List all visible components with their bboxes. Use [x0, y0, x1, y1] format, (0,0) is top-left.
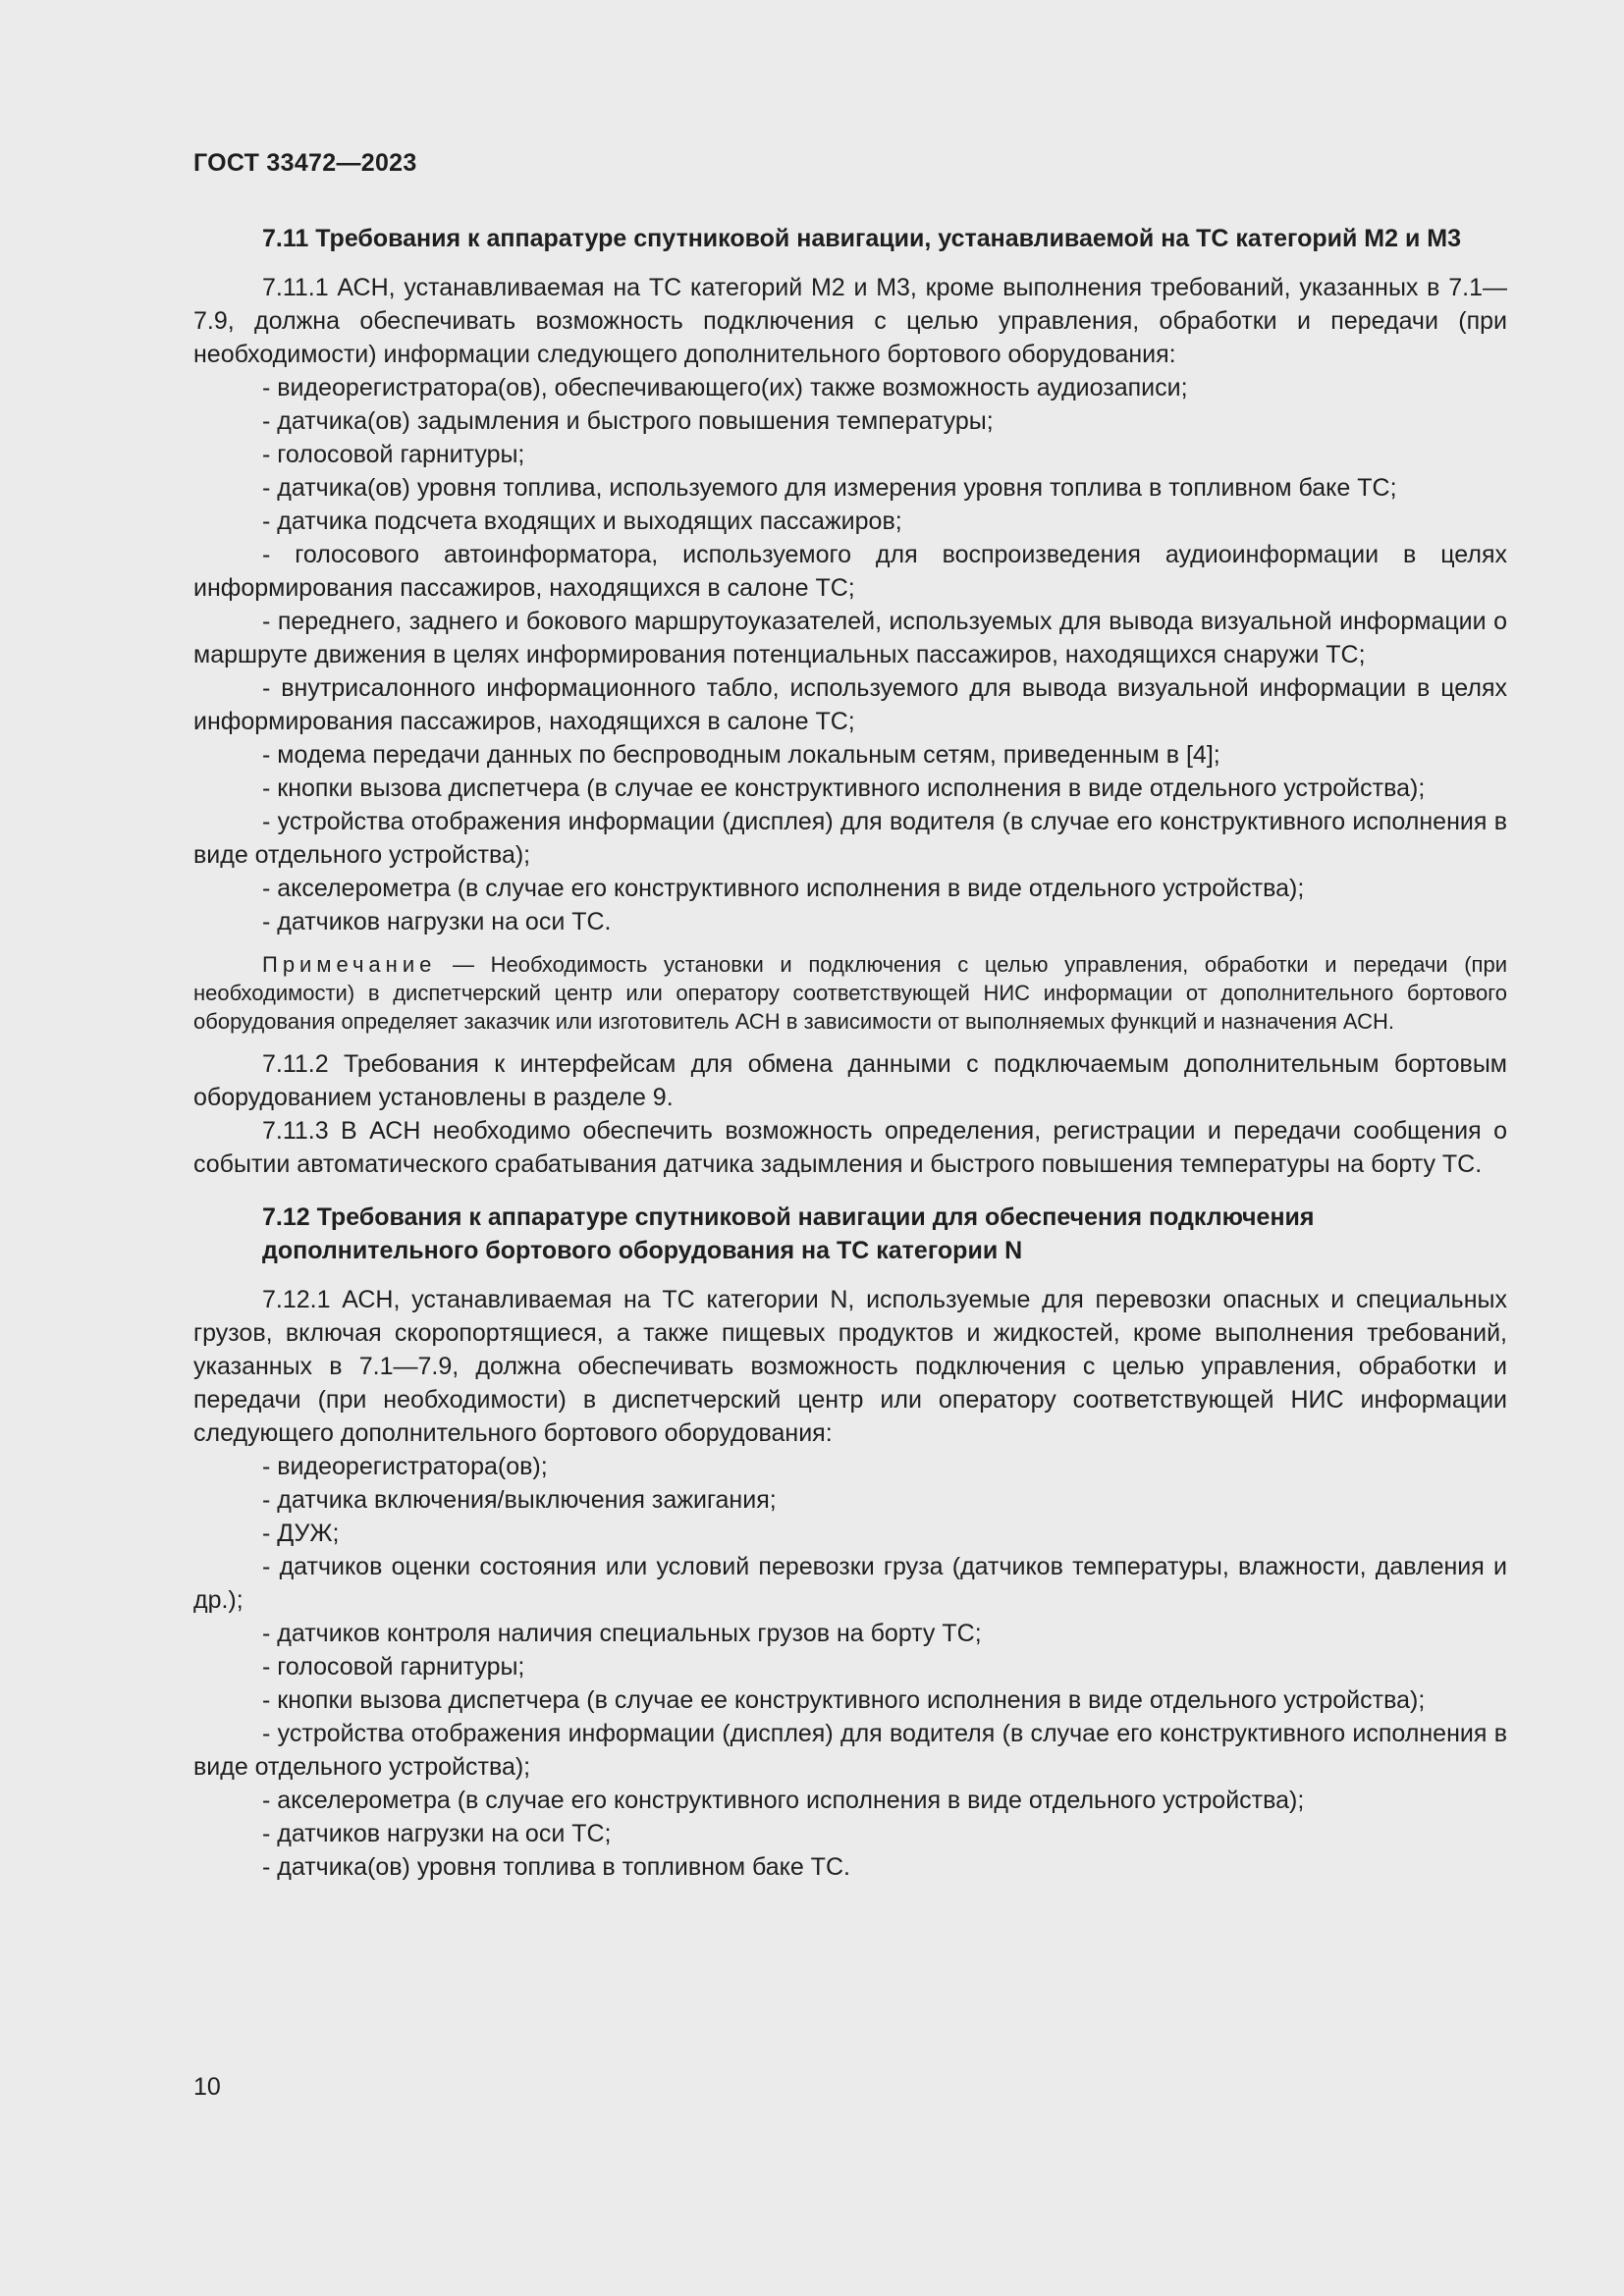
list-item: - датчиков нагрузки на оси ТС. — [262, 908, 612, 935]
list-item: - видеорегистратора(ов), обеспечивающего(их) также возможность аудиозаписи; — [262, 374, 1188, 401]
list-item: - устройства отображения информации (дисплея) для водителя (в случае его конструктивного исполнения в виде отдельного устройства); — [193, 1720, 1507, 1781]
paragraph-7-11-1: 7.11.1 АСН, устанавливаемая на ТС категорий М2 и М3, кроме выполнения требований, указанных в 7.1—7.9, должна обеспечивать возможность подключения с целью управления, обработки и передачи (при необходимости) информации следующего дополнительного бортового оборудования: — [193, 274, 1507, 368]
section-7-11-title: 7.11 Требования к аппаратуре спутниковой навигации, устанавливаемой на ТС категорий М2 и М3 — [262, 225, 1462, 252]
list-item: - видеорегистратора(ов); — [262, 1453, 548, 1480]
note-label: Примечание — [262, 952, 437, 977]
document-header: ГОСТ 33472—2023 — [193, 149, 417, 177]
list-item: - датчиков нагрузки на оси ТС; — [262, 1820, 612, 1847]
list-item: - голосовой гарнитуры; — [262, 1653, 525, 1681]
page-number: 10 — [193, 2073, 221, 2101]
list-item: - ДУЖ; — [262, 1520, 340, 1547]
list-item: - внутрисалонного информационного табло, используемого для вывода визуальной информации в целях информирования пассажиров, находящихся в салоне ТС; — [193, 674, 1507, 735]
list-item: - кнопки вызова диспетчера (в случае ее конструктивного исполнения в виде отдельного устройства); — [262, 774, 1426, 802]
list-item: - модема передачи данных по беспроводным локальным сетям, приведенным в [4]; — [262, 741, 1220, 769]
list-item: - датчика(ов) задымления и быстрого повышения температуры; — [262, 407, 994, 435]
note-block — [193, 950, 1507, 1036]
paragraph-7-11-2: 7.11.2 Требования к интерфейсам для обмена данными с подключаемым дополнительным бортовым оборудованием установлены в разделе 9. — [193, 1050, 1507, 1111]
paragraph-7-11-3: 7.11.3 В АСН необходимо обеспечить возможность определения, регистрации и передачи сообщения о событии автоматического срабатывания датчика задымления и быстрого повышения температуры на борту ТС. — [193, 1117, 1507, 1178]
list-item: - акселерометра (в случае его конструктивного исполнения в виде отдельного устройства); — [262, 875, 1305, 902]
list-item: - датчика подсчета входящих и выходящих пассажиров; — [262, 507, 902, 535]
list-item: - датчика включения/выключения зажигания; — [262, 1486, 777, 1514]
list-item: - датчика(ов) уровня топлива в топливном баке ТС. — [262, 1853, 850, 1881]
list-item: - устройства отображения информации (дисплея) для водителя (в случае его конструктивного исполнения в виде отдельного устройства); — [193, 808, 1507, 869]
note-text: — Необходимость установки и подключения с целью управления, обработки и передачи (при необходимости) в диспетчерский центр или оператору соответствующей НИС информации от дополнительного бортового оборудования определяет заказчик или изготовитель АСН в зависимости от выполняемых функций и назначения АСН. — [193, 952, 1507, 1034]
list-item: - голосовой гарнитуры; — [262, 441, 525, 468]
list-item: - переднего, заднего и бокового маршрутоуказателей, используемых для вывода визуальной информации о маршруте движения в целях информирования потенциальных пассажиров, находящихся снаружи ТС; — [193, 608, 1507, 668]
list-item: - кнопки вызова диспетчера (в случае ее конструктивного исполнения в виде отдельного устройства); — [262, 1686, 1426, 1714]
list-item: - голосового автоинформатора, используемого для воспроизведения аудиоинформации в целях информирования пассажиров, находящихся в салоне ТС; — [193, 541, 1507, 602]
paragraph-7-12-1: 7.12.1 АСН, устанавливаемая на ТС категории N, используемые для перевозки опасных и специальных грузов, включая скоропортящиеся, а также пищевых продуктов и жидкостей, кроме выполнения требований, указанных в 7.1—7.9, должна обеспечивать возможность подключения с целью управления, обработки и передачи (при необходимости) в диспетчерский центр или оператору соответствующей НИС информации следующего дополнительного бортового оборудования: — [193, 1286, 1507, 1447]
list-item: - датчика(ов) уровня топлива, используемого для измерения уровня топлива в топливном баке ТС; — [262, 474, 1397, 502]
document-body — [193, 222, 1507, 1884]
list-item: - датчиков контроля наличия специальных грузов на борту ТС; — [262, 1620, 982, 1647]
list-item: - датчиков оценки состояния или условий перевозки груза (датчиков температуры, влажности, давления и др.); — [193, 1553, 1507, 1614]
list-item: - акселерометра (в случае его конструктивного исполнения в виде отдельного устройства); — [262, 1787, 1305, 1814]
section-7-12-title: 7.12 Требования к аппаратуре спутниковой навигации для обеспечения подключения дополнительного бортового оборудования на ТС категории N — [262, 1203, 1315, 1264]
